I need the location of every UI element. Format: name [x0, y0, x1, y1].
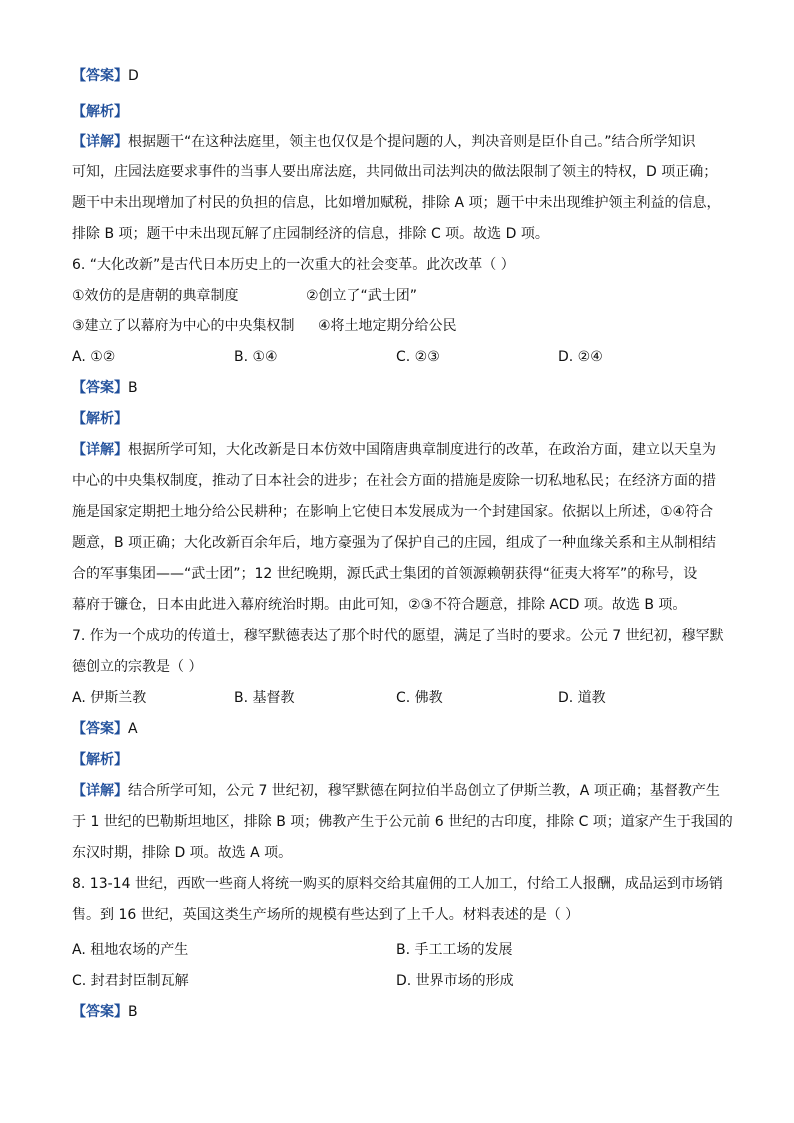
q6-analysis-label	[72, 409, 128, 429]
option-c: C. 封君封臣制瓦解	[72, 973, 189, 989]
statement-item: ①效仿的是唐朝的典章制度	[72, 288, 239, 304]
option-b: B. 基督教	[234, 690, 295, 706]
analysis-label: 【解析】	[72, 104, 128, 120]
detail-text: 排除 B 项；题干中未出现瓦解了庄园制经济的信息，排除 C 项。故选 D 项。	[72, 226, 549, 242]
statement-item: ②创立了“武士团”	[306, 288, 418, 304]
q5-analysis-label	[72, 102, 128, 122]
q8-answer-line	[72, 1002, 138, 1022]
answer-value: D	[128, 68, 139, 84]
detail-label: 【详解】	[72, 442, 128, 458]
option-a: A. 租地农场的产生	[72, 942, 189, 958]
question-stem: 7. 作为一个成功的传道士，穆罕默德表达了那个时代的愿望，满足了当时的要求。公元 7 世纪初，穆罕默	[72, 628, 724, 644]
answer-value: B	[128, 380, 138, 396]
answer-label: 【答案】	[72, 1004, 128, 1020]
detail-text: 东汉时期，排除 D 项。故选 A 项。	[72, 845, 293, 861]
q7-analysis-label	[72, 750, 128, 770]
option-c: C. ②③	[396, 349, 440, 365]
detail-text: 施是国家定期把土地分给公民耕种；在影响上它使日本发展成为一个封建国家。依据以上所述，①④符合	[72, 504, 714, 520]
option-b: B. 手工工场的发展	[396, 942, 513, 958]
detail-text: 于 1 世纪的巴勒斯坦地区，排除 B 项；佛教产生于公元前 6 世纪的古印度，排除 C 项；道家产生于我国的	[72, 814, 733, 830]
statement-item: ③建立了以幕府为中心的中央集权制	[72, 318, 295, 334]
detail-text: 可知，庄园法庭要求事件的当事人要出席法庭，共同做出司法判决的做法限制了领主的特权，D 项正确；	[72, 164, 718, 180]
answer-label: 【答案】	[72, 721, 128, 737]
detail-text: 合的军事集团——“武士团”；12 世纪晚期，源氏武士集团的首领源赖朝获得“征夷大将军”的称号，设	[72, 566, 698, 582]
q5-answer-line	[72, 66, 139, 86]
analysis-label: 【解析】	[72, 752, 128, 768]
question-stem: 6. “大化改新”是古代日本历史上的一次重大的社会变革。此次改革（ ）	[72, 257, 515, 273]
answer-label: 【答案】	[72, 68, 128, 84]
option-d: D. 世界市场的形成	[396, 973, 514, 989]
answer-label: 【答案】	[72, 380, 128, 396]
detail-text: 根据所学可知，大化改新是日本仿效中国隋唐典章制度进行的改革，在政治方面，建立以天皇为	[128, 442, 716, 458]
detail-text: 题意，B 项正确；大化改新百余年后，地方豪强为了保护自己的庄园，组成了一种血缘关系和主从制相结	[72, 535, 717, 551]
detail-text: 中心的中央集权制度，推动了日本社会的进步；在社会方面的措施是废除一切私地私民；在经济方面的措	[72, 473, 716, 489]
option-d: D. ②④	[558, 349, 603, 365]
detail-text: 幕府于镰仓，日本由此进入幕府统治时期。由此可知，②③不符合题意，排除 ACD 项。故选 B 项。	[72, 597, 687, 613]
question-stem: 德创立的宗教是（ ）	[72, 659, 203, 675]
option-b: B. ①④	[234, 349, 278, 365]
q6-detail-line	[72, 440, 716, 460]
option-a: A. ①②	[72, 349, 116, 365]
q6-answer-line	[72, 378, 138, 398]
option-c: C. 佛教	[396, 690, 443, 706]
q7-answer-line	[72, 719, 138, 739]
option-d: D. 道教	[558, 690, 606, 706]
detail-label: 【详解】	[72, 783, 128, 799]
analysis-label: 【解析】	[72, 411, 128, 427]
detail-text: 根据题干“在这种法庭里，领主也仅仅是个提问题的人，判决音则是臣仆自己。”结合所学知识	[128, 134, 696, 150]
q5-detail-line	[72, 132, 696, 152]
answer-value: B	[128, 1004, 138, 1020]
detail-label: 【详解】	[72, 134, 128, 150]
q7-detail-line	[72, 781, 720, 801]
question-stem: 售。到 16 世纪，英国这类生产场所的规模有些达到了上千人。材料表述的是（ ）	[72, 907, 580, 923]
answer-value: A	[128, 721, 138, 737]
detail-text: 结合所学可知，公元 7 世纪初，穆罕默德在阿拉伯半岛创立了伊斯兰教，A 项正确；基督教产生	[128, 783, 720, 799]
statement-item: ④将土地定期分给公民	[318, 318, 457, 334]
detail-text: 题干中未出现增加了村民的负担的信息，比如增加赋税，排除 A 项；题干中未出现维护领主利益的信息，	[72, 195, 721, 211]
option-a: A. 伊斯兰教	[72, 690, 147, 706]
question-stem: 8. 13-14 世纪，西欧一些商人将统一购买的原料交给其雇佣的工人加工，付给工人报酬，成品运到市场销	[72, 876, 723, 892]
